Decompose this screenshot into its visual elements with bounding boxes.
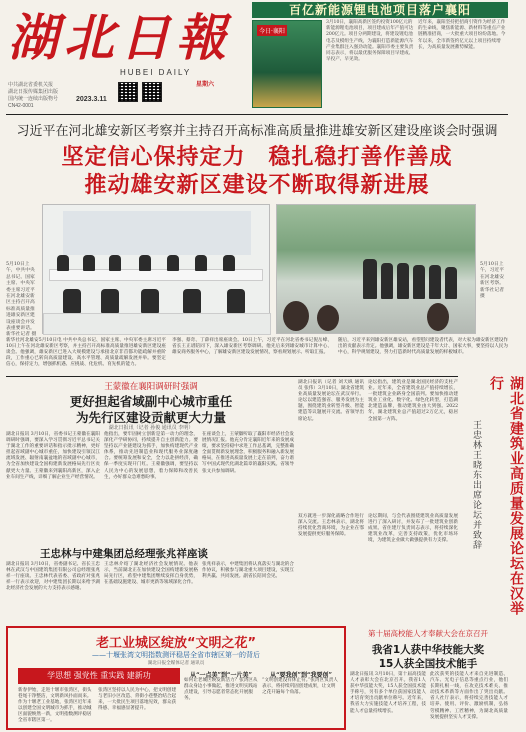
feature-body: 张湾区坚持以人民为中心，把文明创建与老旧小区改造、背街小巷整治结合起来，一大批民生项目落地见效，群众获得感、幸福感显著提升。 <box>98 688 177 712</box>
middle-headline[interactable]: 为先行区建设贡献更大力量 <box>75 410 226 425</box>
promo-tag: 今日·襄阳 <box>257 25 287 36</box>
promo-photo <box>252 20 322 108</box>
bottom-right-body: 此次获奖的技能人才来自先进制造、汽车、光电子信息等重点行业，他们长期扎根一线，在攻克技术难关、推动技术革新等方面作出了突出贡献。省人社厅表示，将持续完善技能人才培养、使用、评价、激励机制，弘扬劳模精神、工匠精神，为湖北高质量发展提供坚实人才支撑。 <box>430 672 508 720</box>
photo-caption: 5月10日上午，中共中央总书记、国家主席、中央军委主席习近平在河北雄安新区主持召开高标准高质量推进雄安新区建设座谈会并发表重要讲话。新华社记者 摄 <box>6 262 37 338</box>
qr-code-icon[interactable] <box>142 82 162 102</box>
vertical-subhead: 王忠林王晓东出席论坛并致辞 <box>471 420 481 550</box>
divider <box>6 114 508 115</box>
feature-body: 新春伊始，走进十堰市张湾区，街头巷尾干净整洁，文明新风扑面而来。作为十堰老工业基地，张湾区近年来以创建全国文明城市为抓手，推动城区面貌焕然一新，文明指数测评稳居全省市辖区第一。 <box>18 688 92 724</box>
right-body: 论坛期间，与会代表围绕建筑业高质量发展进行了深入研讨，并发布了一批建筑业创新成果。省住建厅负责同志表示，将持续深化建筑业改革，完善支持政策，优化市场环境，为建筑企业做大做强提供有力支撑。 <box>368 514 458 544</box>
feature-body: “文明创建没有休止符。”张湾区负责人表示，将持续巩固创建成果，让文明之花开遍每个角落。 <box>262 678 338 696</box>
meta-line: 中共湖北省委机关报 <box>8 82 54 88</box>
lead-body: 新华社河北雄安5月10日电 中共中央总书记、国家主席、中央军委主席习近平10日上午在河北雄安新区考察，并主持召开高标准高质量推进雄安新区建设座谈会。他强调，雄安新区已进入大规模建设与承接北京非首都功能疏解并重阶段，工作重心已转向高质量建设、高水平管理、高质量疏解发展并举。要坚定信心，保持定力，增强抓机遇、应挑战、化危机、育先机的能力。 <box>6 338 166 368</box>
lead-body: 随后，习近平来到雄安新区雄安站，看望慰问建设者代表，对大家为雄安新区建设作出的贡献表示肯定。他强调，雄安新区建设是千年大计、国家大事，要坚持以人民为中心，科学规划建设，努力打造新时代高质量发展的样板城市。 <box>338 338 508 356</box>
vertical-headline[interactable]: 湖北省建筑业高质量发展论坛在汉举行 <box>488 376 524 616</box>
lead-headline[interactable]: 推动雄安新区建设不断取得新进展 <box>84 173 430 198</box>
promo-body: 近年来，襄阳坚持把招商引资作为经济工作的生命线，聚焦新能源、新材料等重点产业链精准招商，一大批重大项目纷纷落地。今年以来，全市新签约亿元以上项目持续增长，为高质量发展蓄势赋能。 <box>418 20 506 50</box>
feature-headline[interactable]: 老工业城区绽放“文明之花” <box>95 636 257 651</box>
campaign-banner: 学思想 强党性 重实践 建新功 <box>18 668 180 684</box>
bottom-right-kicker: 第十届高校能人才奉献大会在京召开 <box>368 629 488 638</box>
meta-line: 湖北日报传媒集团出版 <box>8 89 59 95</box>
lead-headline[interactable]: 坚定信心保持定力 稳扎稳打善作善成 <box>61 145 453 170</box>
lead-body: 李强、蔡奇、丁薛祥出席座谈会。10日上午，习近平在河北省委书记倪岳峰、省长王正谱陪同下，深入雄安新区考察调研。他先后来到雄安城市计算中心、雄安商务服务中心，了解雄安新区建设发展情况，察看规划展示、听取汇报。 <box>172 338 332 356</box>
second-body: 双方就进一步深化战略合作进行深入交流。王忠林表示，湖北将持续优化营商环境，为企业在鄂发展提供更好服务保障。 <box>298 514 364 538</box>
issue-date: 2023.3.11 <box>76 96 107 103</box>
publication-meta <box>8 82 268 110</box>
promo-title[interactable]: 百亿新能源锂电池项目落户襄阳 <box>252 2 508 18</box>
promo-story[interactable] <box>252 2 508 110</box>
weekday: 星期六 <box>196 82 215 88</box>
second-body: 王忠林介绍了湖北经济社会发展情况。他表示，当前湖北正在加快建设全国构建新发展格局先行区，希望中建集团继续发挥自身优势，在基础设施建设、城市更新等领域深化合作。 <box>104 562 198 586</box>
divider <box>6 376 458 377</box>
byline: 湖北日报讯（记者 孙俊 通讯员 李明） <box>108 425 194 431</box>
bottom-right-body: 湖北日报讯 3月10日，第十届高技能人才表彰大会在北京召开。我省1人获中华技能大奖，15人获全国技术能手称号，另有多个单位获国家技能人才培育突出贡献单位称号。近年来，我省大力实施技能人才培养工程，技能人才总量持续增长。 <box>350 672 426 714</box>
meta-line: 国内统一连续出版物号 <box>8 96 59 102</box>
right-body: 湖北日报讯（记者 刘天纵 通讯员 张伟）3月10日，湖北省建筑业高质量发展论坛在武汉举行。论坛以建造强省、服务发展为主题，围绕建筑业转型升级、智能建造等议题展开交流。省领导出席论坛。 <box>298 380 364 422</box>
feature-subhead: 从“要我创”到“我要创” <box>270 672 332 679</box>
bottom-right-headline[interactable]: 15人获全国技术能手 <box>378 658 478 670</box>
feature-body: 如何让老城区焕发新活力？张湾区从群众身边小事做起，推进文明实践站点建设，引导志愿者常态化开展服务。 <box>184 678 258 702</box>
feature-box[interactable] <box>6 626 346 730</box>
middle-body: 他指出，要牢固树立创新是第一动力的理念，深化产学研协同，持续提升自主创新能力。要坚持以产业链建设为抓手，加快构建现代产业体系，推动先进制造业和现代服务业深度融合。要统筹发展和安全，全力以赴拼经济，确保一季度实现开门红。王蒙徽强调，要坚持以人民为中心的发展思想，着力保障和改善民生，办好群众急难愁盼事。 <box>104 432 198 480</box>
feature-byline: 湖北日报全媒体记者 通讯员 <box>147 661 205 666</box>
qr-code-icon[interactable] <box>118 82 138 102</box>
photo-caption: 5月10日上午，习近平在河北雄安新区考察。新华社记者 摄 <box>480 262 504 300</box>
middle-headline[interactable]: 更好担起省域副中心城市重任 <box>69 394 233 409</box>
inspection-photo[interactable] <box>276 204 476 334</box>
meeting-photo[interactable] <box>42 204 270 334</box>
feature-subheadline: ——十堰张湾文明指数测评稳居全省市辖区第一的背后 <box>92 651 260 659</box>
lead-kicker: 习近平在河北雄安新区考察并主持召开高标准高质量推进雄安新区建设座谈会时强调 <box>16 124 498 139</box>
middle-kicker: 王蒙徽在襄阳调研时强调 <box>104 382 198 392</box>
bottom-right-headline[interactable]: 我省1人获中华技能大奖 <box>371 644 485 656</box>
second-body: 张兆祥表示，中建集团将认真落实与湖北的合作协议，积极参与湖北重大项目建设，实现互利共赢、共同发展。副省长陪同会见。 <box>202 562 294 580</box>
second-body: 湖北日报讯 3月10日，省委副书记、省长王忠林在武汉与中国建筑集团有限公司总经理张兆祥一行座谈。王忠林代表省委、省政府对张兆祥一行表示欢迎，对中建集团长期以来给予湖北经济社会发展的大力支持表示感谢。 <box>6 562 100 592</box>
right-body: 论坛指出，建筑业是湖北国民经济的支柱产业。近年来，全省建筑业总产值持续增长，一批建筑企业跻身全国前列。要加快推动建筑业工业化、数字化、绿色化转型，打造湖北建造品牌，推动建筑业由大到强。2022年，湖北建筑业总产值超过2万亿元，稳居全国第一方阵。 <box>368 380 458 422</box>
newspaper-logo[interactable] <box>8 6 246 77</box>
second-headline[interactable]: 王忠林与中建集团总经理张兆祥座谈 <box>40 548 208 560</box>
promo-body: 3月10日，襄阳高新区签约投资100亿元的新能源锂电池项目，项目建成后年产值可达200亿元。项目分两期建设，将建设锂电池电芯及模组生产线，为襄阳打造新能源汽车产业集群注入强劲动能。襄阳市委主要负责同志表示，将以最优服务保障项目早建成、早投产、早见效。 <box>326 20 414 63</box>
issue-info <box>196 82 252 104</box>
logo-subtitle: HUBEI DAILY <box>120 68 192 77</box>
logo-title: 湖北日報 <box>8 8 232 67</box>
meta-line: CN42-0001 <box>8 103 34 109</box>
middle-body: 湖北日报讯 3月10日，省委书记王蒙徽在襄阳调研时强调，要深入学习贯彻习近平总书记关于湖北工作的重要讲话和指示批示精神，更好担起省域副中心城市重任，加快建设引领汉江流域发展、辐射南襄盆地的省域副中心城市，为全省加快建设全国构建新发展格局先行区贡献更大力量。王蒙徽来到襄阳高新区，深入企业车间生产线，详细了解企业生产经营情况。 <box>6 432 100 480</box>
middle-body: 在座谈会上，王蒙徽听取了襄阳市经济社会发展情况汇报。他充分肯定襄阳近年来的发展成绩，要求坚持稳中求进工作总基调，完整准确全面贯彻新发展理念，积极服务和融入新发展格局，在推进高质量发展上走在前列，奋力谱写中国式现代化湖北篇章的襄阳实践。省领导张文兵参加调研。 <box>202 432 294 474</box>
right-feature[interactable] <box>462 376 524 624</box>
feature-subhead: 从“一点美”到“一片美” <box>190 672 252 679</box>
